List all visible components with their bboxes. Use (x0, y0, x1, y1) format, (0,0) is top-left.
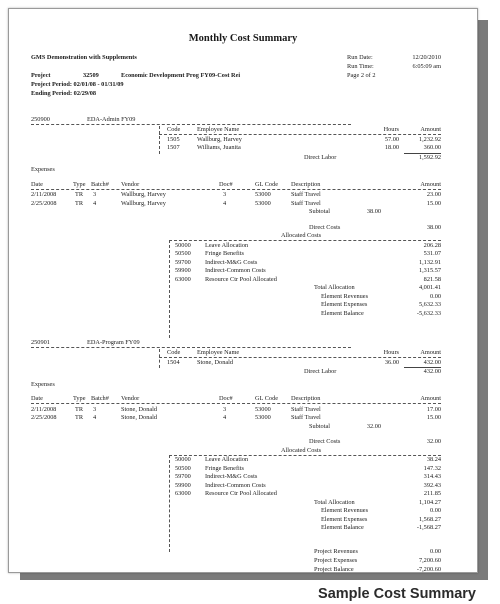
expense-doc: 3 (223, 405, 227, 413)
labor-header-name: Employee Name (197, 126, 240, 133)
report-page (8, 8, 478, 573)
subtotal-label: Subtotal (309, 208, 330, 215)
exp-header-batch: Batch# (91, 395, 109, 402)
alloc-code: 50000 (175, 456, 191, 463)
expense-amount: 23.00 (426, 191, 441, 198)
labor-header-hours: Hours (383, 349, 399, 356)
alloc-desc: Fringe Benefits (205, 464, 244, 472)
expense-gl: 53000 (255, 191, 271, 198)
expense-amount: 17.00 (426, 405, 441, 413)
alloc-amount: 314.43 (423, 473, 441, 480)
labor-row-hours: 18.00 (384, 144, 399, 151)
alloc-amount: 392.43 (423, 481, 441, 489)
project-code: 32509 (83, 72, 99, 79)
expense-desc: Staff Travel (291, 199, 321, 207)
element-code: 250901 (31, 339, 50, 346)
project-balance: -7,200.60 (416, 566, 441, 573)
run-time-label: Run Time: (347, 63, 374, 70)
element-revenues-amount: 0.00 (429, 507, 441, 514)
alloc-code: 50500 (175, 464, 191, 472)
element-balance-label: Element Balance (321, 524, 364, 531)
element-name: EDA-Program FY09 (87, 339, 140, 346)
direct-labor-amount: 1,592.92 (418, 153, 441, 161)
labor-row-amount: 1,232.92 (418, 135, 441, 143)
alloc-desc: Fringe Benefits (205, 250, 244, 257)
allocated-costs-label: Allocated Costs (281, 446, 322, 454)
project-revenues-label: Project Revenues (314, 548, 358, 555)
labor-header-code: Code (167, 349, 181, 356)
expense-batch: 3 (93, 191, 97, 198)
alloc-amount: 147.32 (423, 464, 441, 472)
expense-gl: 53000 (255, 199, 271, 207)
allocated-costs-label: Allocated Costs (281, 232, 322, 239)
labor-row-amount: 360.00 (423, 144, 441, 151)
labor-row-hours: 57.00 (384, 135, 399, 143)
ending-period: Ending Period: 02/29/08 (31, 90, 97, 97)
direct-costs-label: Direct Costs (309, 438, 341, 445)
labor-row-name: Stone, Donald (197, 358, 234, 366)
subtotal-label: Subtotal (309, 422, 330, 430)
project-expenses-label: Project Expenses (314, 557, 358, 564)
page-number: Page 2 of 2 (347, 72, 376, 79)
expense-type: TR (75, 414, 84, 421)
expense-desc: Staff Travel (291, 414, 321, 421)
exp-header-date: Date (31, 395, 43, 402)
expense-vendor: Wallburg, Harvey (121, 191, 166, 198)
alloc-desc: Resource Ctr Pool Allocated (205, 275, 277, 283)
alloc-amount: 38.24 (426, 456, 441, 463)
expense-doc: 3 (223, 191, 227, 198)
expense-amount: 15.00 (426, 199, 441, 207)
element-code: 250900 (31, 116, 50, 123)
expense-vendor: Stone, Donald (121, 414, 158, 421)
expense-desc: Staff Travel (291, 405, 321, 413)
element-revenues-amount: 0.00 (429, 292, 441, 300)
expense-type: TR (75, 199, 84, 207)
total-allocation-amount: 4,001.41 (418, 284, 441, 291)
alloc-left-rule (169, 455, 170, 553)
exp-header-gl: GL Code (255, 395, 279, 402)
exp-header-rule (31, 403, 441, 404)
element-expenses-label: Element Expenses (321, 515, 368, 523)
expense-vendor: Stone, Donald (121, 405, 158, 413)
expense-doc: 4 (223, 414, 227, 421)
alloc-code: 50000 (175, 241, 191, 249)
expense-desc: Staff Travel (291, 191, 321, 198)
expense-date: 2/25/2008 (31, 199, 57, 207)
alloc-desc: Indirect-M&G Costs (205, 258, 258, 266)
exp-header-desc: Description (291, 395, 321, 402)
labor-row-name: Wallburg, Harvey (197, 135, 242, 143)
exp-header-desc: Description (291, 180, 321, 188)
labor-row-code: 1507 (167, 144, 180, 151)
labor-row-code: 1505 (167, 135, 180, 143)
direct-costs-label: Direct Costs (309, 223, 341, 231)
project-name: Economic Development Prog FY09-Cost Rei (121, 72, 241, 79)
expense-doc: 4 (223, 199, 227, 207)
run-date-label: Run Date: (347, 54, 373, 61)
element-expenses-amount: 5,632.33 (418, 301, 441, 308)
alloc-desc: Leave Allocation (205, 456, 249, 463)
expense-amount: 15.00 (426, 414, 441, 421)
project-period: Project Period: 02/01/08 - 01/31/09 (31, 81, 124, 88)
project-revenues: 0.00 (429, 548, 441, 555)
expense-type: TR (75, 191, 84, 198)
element-balance-amount: -1,568.27 (416, 524, 441, 531)
project-balance-label: Project Balance (314, 566, 354, 573)
alloc-code: 59900 (175, 267, 191, 274)
alloc-desc: Indirect-M&G Costs (205, 473, 258, 480)
exp-header-vendor: Vendor (121, 180, 140, 188)
direct-labor-label: Direct Labor (304, 153, 337, 161)
total-allocation-amount: 1,104.27 (418, 498, 441, 506)
labor-row-name: Williams, Juanita (197, 144, 241, 151)
subtotal-amount: 32.00 (366, 422, 381, 430)
alloc-desc: Indirect-Common Costs (205, 267, 266, 274)
expenses-heading: Expenses (31, 166, 55, 173)
labor-row-code: 1504 (167, 358, 180, 366)
expense-date: 2/11/2008 (31, 191, 57, 198)
labor-header-code: Code (167, 126, 181, 133)
alloc-amount: 1,132.91 (418, 258, 441, 266)
alloc-amount: 206.28 (423, 241, 441, 249)
direct-costs-amount: 32.00 (426, 438, 441, 445)
expense-gl: 53000 (255, 414, 271, 421)
exp-header-type: Type (73, 180, 86, 188)
element-name: EDA-Admin FY09 (87, 116, 136, 123)
labor-left-rule (159, 126, 160, 154)
alloc-amount: 531.07 (423, 250, 441, 257)
subtotal-amount: 38.00 (366, 208, 381, 215)
element-expenses-amount: 1,568.27 (418, 515, 441, 523)
project-expenses: 7,200.60 (418, 557, 441, 564)
labor-header-name: Employee Name (197, 349, 240, 356)
element-revenues-label: Element Revenues (321, 292, 369, 300)
expense-vendor: Wallburg, Harvey (121, 199, 166, 207)
labor-left-rule (159, 349, 160, 368)
element-revenues-label: Element Revenues (321, 507, 369, 514)
element-balance-label: Element Balance (321, 309, 364, 317)
exp-header-doc: Doc# (219, 395, 233, 402)
alloc-code: 63000 (175, 275, 191, 283)
exp-header-type: Type (73, 395, 86, 402)
exp-header-gl: GL Code (255, 180, 279, 188)
direct-costs-amount: 38.00 (426, 223, 441, 231)
alloc-code: 50500 (175, 250, 191, 257)
alloc-desc: Indirect-Common Costs (205, 481, 266, 489)
alloc-desc: Resource Ctr Pool Allocated (205, 490, 277, 497)
expense-gl: 53000 (255, 405, 271, 413)
expense-date: 2/11/2008 (31, 405, 57, 413)
alloc-amount: 1,315.57 (418, 267, 441, 274)
alloc-code: 63000 (175, 490, 191, 497)
alloc-code: 59700 (175, 473, 191, 480)
expense-type: TR (75, 405, 84, 413)
run-time: 6:05:09 am (412, 63, 441, 70)
alloc-code: 59900 (175, 481, 191, 489)
total-allocation-label: Total Allocation (314, 498, 355, 506)
company-name: GMS Demonstration with Supplements (31, 54, 137, 61)
labor-header-hours: Hours (383, 126, 399, 133)
alloc-code: 59700 (175, 258, 191, 266)
report-title: Monthly Cost Summary (188, 33, 298, 44)
alloc-amount: 211.85 (423, 490, 441, 497)
expense-batch: 4 (93, 414, 97, 421)
expense-date: 2/25/2008 (31, 414, 57, 421)
labor-header-amount: Amount (420, 126, 441, 133)
expenses-heading: Expenses (31, 380, 55, 388)
figure-caption: Sample Cost Summary (318, 586, 476, 602)
element-underline (31, 347, 351, 348)
expense-batch: 4 (93, 199, 97, 207)
exp-header-doc: Doc# (219, 180, 233, 188)
project-label: Project (31, 72, 51, 79)
labor-header-amount: Amount (420, 349, 441, 356)
alloc-desc: Leave Allocation (205, 241, 249, 249)
exp-header-date: Date (31, 180, 43, 188)
direct-labor-label: Direct Labor (304, 368, 337, 375)
labor-row-amount: 432.00 (423, 358, 441, 366)
element-underline (31, 124, 351, 125)
labor-row-hours: 36.00 (384, 358, 399, 366)
total-allocation-label: Total Allocation (314, 284, 355, 291)
exp-header-vendor: Vendor (121, 395, 140, 402)
exp-header-amount: Amount (420, 180, 441, 188)
alloc-left-rule (169, 240, 170, 338)
alloc-amount: 821.58 (423, 275, 441, 283)
exp-header-amount: Amount (420, 395, 441, 402)
exp-header-rule (31, 189, 441, 190)
run-date: 12/20/2010 (412, 54, 441, 61)
expense-batch: 3 (93, 405, 97, 413)
element-balance-amount: -5,632.33 (416, 309, 441, 317)
element-expenses-label: Element Expenses (321, 301, 368, 308)
exp-header-batch: Batch# (91, 180, 109, 188)
direct-labor-amount: 432.00 (423, 368, 441, 375)
